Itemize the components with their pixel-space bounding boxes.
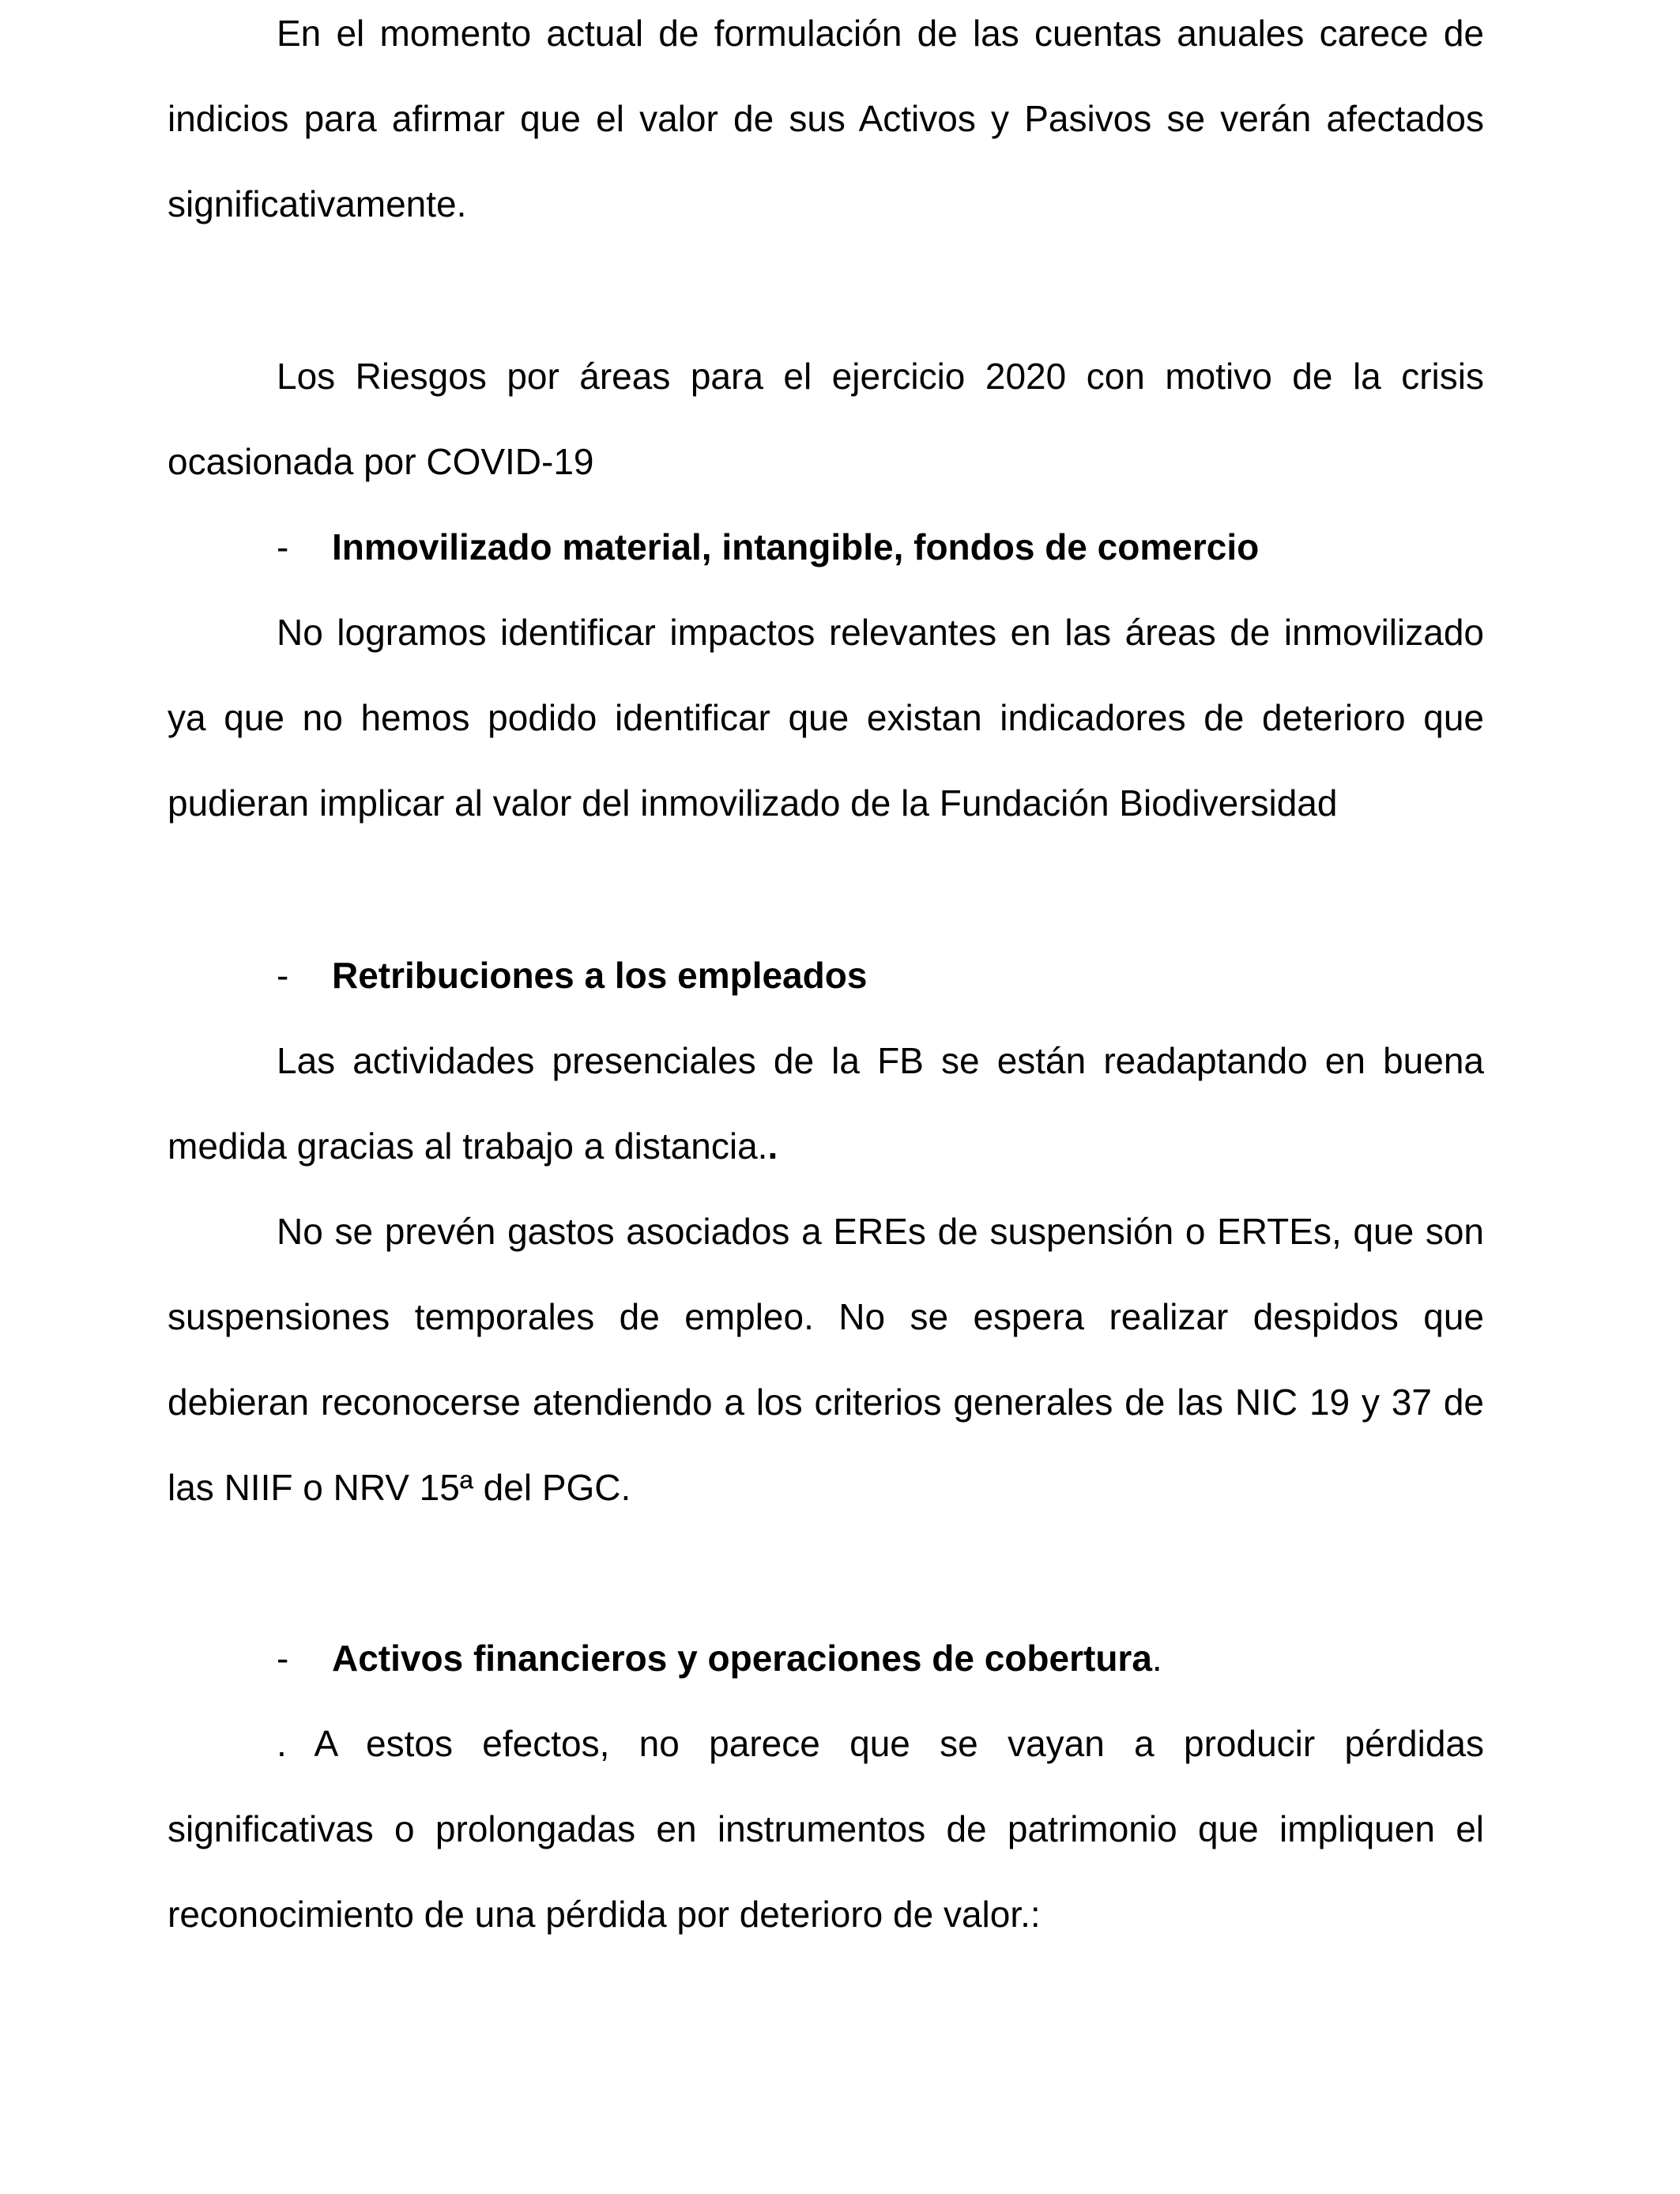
bullet-dash: -: [277, 1638, 289, 1679]
heading-text: Inmovilizado material, intangible, fondos de comercio: [332, 526, 1260, 567]
heading-trailing-period: .: [1151, 1638, 1162, 1679]
section-heading-activos-financieros: [168, 1615, 1484, 1701]
heading-text: Activos financieros y operaciones de cobertura: [332, 1638, 1152, 1679]
section-heading-inmovilizado: [168, 504, 1484, 590]
paragraph-riesgos-por-areas: Los Riesgos por áreas para el ejercicio 2020 con motivo de la crisis ocasionada por COVID-19: [168, 356, 1484, 482]
paragraph-perdidas-deterioro: . A estos efectos, no parece que se vayan a producir pérdidas significativas o prolongadas en instrumentos de patrimonio que impliquen el reconocimiento de una pérdida por deterioro de valor.:: [168, 1723, 1484, 1935]
paragraph-cuentas-anuales: En el momento actual de formulación de las cuentas anuales carece de indicios para afirmar que el valor de sus Activos y Pasivos se verán afectados significativamente.: [168, 13, 1484, 224]
heading-text: Retribuciones a los empleados: [332, 955, 868, 996]
paragraph-eres-ertes: No se prevén gastos asociados a EREs de suspensión o ERTEs, que son suspensiones temporales de empleo. No se espera realizar despidos que debieran reconocerse atendiendo a los criterios generales de las NIC 19 y 37 de las NIIF o NRV 15ª del PGC.: [168, 1211, 1484, 1508]
paragraph-inmovilizado: No logramos identificar impactos relevantes en las áreas de inmovilizado ya que no hemos podido identificar que existan indicadores de deterioro que pudieran implicar al valor del inmovilizado de la Fundación Biodiversidad: [168, 612, 1484, 824]
paragraph-text: Las actividades presenciales de la FB se están readaptando en buena medida gracias al trabajo a distancia.: [168, 1040, 1484, 1167]
bullet-dash: -: [277, 955, 289, 996]
paragraph-actividades-presenciales: [168, 1018, 1484, 1189]
section-heading-retribuciones: [168, 933, 1484, 1018]
bold-period: .: [767, 1125, 778, 1167]
bullet-dash: -: [277, 526, 289, 567]
